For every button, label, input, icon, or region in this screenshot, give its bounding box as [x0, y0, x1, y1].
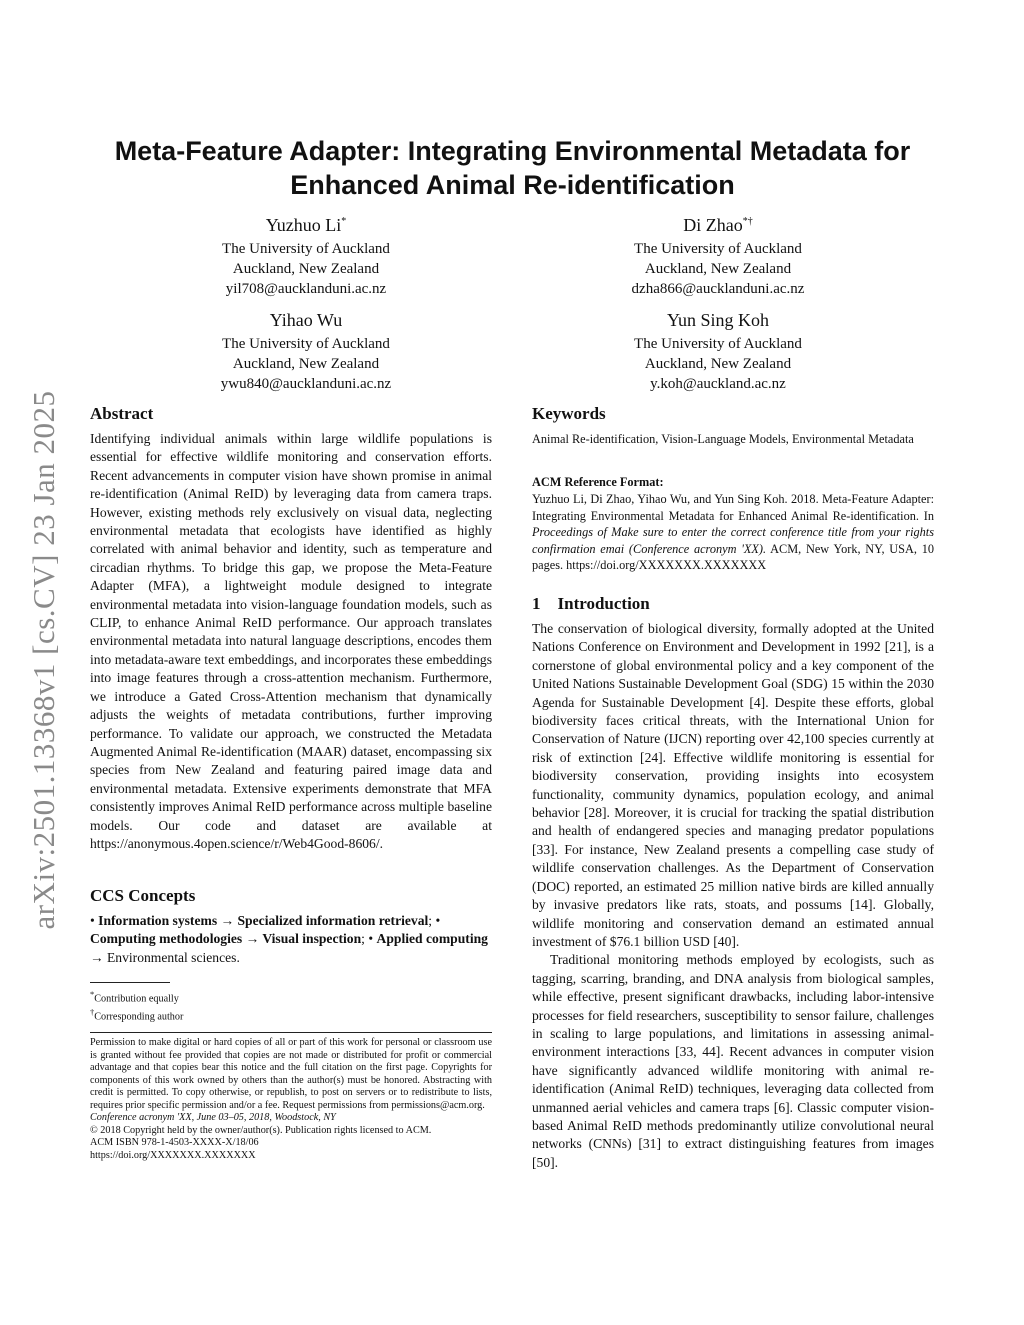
ccs-bullet: •	[435, 913, 441, 928]
keywords-heading: Keywords	[532, 404, 606, 423]
author-email[interactable]: yil708@aucklanduni.ac.nz	[225, 281, 387, 297]
intro-title: Introduction	[557, 594, 650, 613]
ccs-heading: CCS Concepts	[90, 886, 196, 905]
author-email[interactable]: y.koh@auckland.ac.nz	[650, 376, 786, 392]
intro-paragraph-1: The conservation of biological diversity, formally adopted at the United Nations Conference on Environment and Development in 1992 [21], is a cornerstone of global environmental policy and a key component of the United Nations Sustainable Development Goal (SDG) 15 within the 2030 Agenda for Sustainable Development [4]. Despite these efforts, global biodiversity faces critical threats, with the International Union for Conservation of Nature (IJCN) reporting over 42,100 species currently at risk of extinction [24]. Effective wildlife monitoring is essential for biodiversity conservation, providing insights into ecosystem functionality, community dynamics, population ecology, and animal behavior [28]. Moreover, it is crucial for tracking the spatial distribution and health of endangered species and managing predator populations [33]. For instance, New Zealand presents a compelling case study of wildlife conservation challenges. As the Department of Conservation (DOC) reported, an estimated 25 million native birds are killed annually by invasive predators like rats, stoats, and possums [14]. Globally, wildlife monitoring and conservation demand an estimated annual investment of $76.1 billion USD [40].	[532, 621, 934, 949]
permission-block	[90, 1037, 492, 1162]
author-affiliation: The University of Auckland	[222, 336, 390, 352]
acm-ref-lead: Yuzhuo Li, Di Zhao, Yihao Wu, and Yun Sing Koh. 2018. Meta-Feature Adapter: Integrating Environmental Metadata for Enhanced Animal Re-identification. In	[532, 492, 934, 523]
author-affiliation: The University of Auckland	[634, 336, 802, 352]
ccs-concepts: • Information systems → Specialized information retrieval; • Computing methodologies → Visual inspection; • Applied computing → Environmental sciences.	[90, 913, 488, 965]
footnotes	[90, 988, 492, 1024]
arxiv-stamp-text: arXiv:2501.13368v1 [cs.CV] 23 Jan 2025	[26, 390, 61, 930]
acm-ref-text	[532, 491, 934, 574]
intro-body	[532, 620, 934, 1172]
acm-ref-tail: ACM, New York, NY, USA, 10 pages. https://doi.org/XXXXXXX.XXXXXXX	[532, 541, 934, 573]
footnote-corresponding: †Corresponding author	[90, 1006, 184, 1023]
isbn-line: ACM ISBN 978-1-4503-XXXX-X/18/06	[90, 1137, 259, 1148]
conference-line: Conference acronym 'XX, June 03–05, 2018, Woodstock, NY	[90, 1112, 336, 1123]
acm-ref-heading: ACM Reference Format:	[532, 475, 664, 489]
copyright-line: © 2018 Copyright held by the owner/author(s). Publication rights licensed to ACM.	[90, 1124, 432, 1136]
intro-number: 1	[532, 594, 541, 613]
ccs-item-3-rest: → Environmental sciences.	[90, 949, 240, 965]
author-block-3	[156, 308, 456, 394]
author-email[interactable]: dzha866@aucklanduni.ac.nz	[631, 281, 805, 297]
author-affiliation: The University of Auckland	[222, 241, 390, 257]
author-email[interactable]: ywu840@aucklanduni.ac.nz	[220, 376, 392, 392]
author-affiliation: The University of Auckland	[634, 241, 802, 257]
ccs-item-1: Information systems → Specialized information retrieval	[98, 913, 429, 928]
author-location: Auckland, New Zealand	[644, 261, 792, 277]
author-mark: *	[341, 216, 347, 227]
ccs-bullet: •	[368, 931, 374, 947]
author-name: Yun Sing Koh	[666, 310, 769, 330]
paper-title	[90, 134, 935, 202]
author-name: Di Zhao	[683, 215, 743, 235]
permission-text: Permission to make digital or hard copies of all or part of this work for personal or classroom use is granted without fee provided that copies are not made or distributed for profit or commercial advantage and that copies bear this notice and the full citation on the first page. Copyrights for components of this work owned by others than the author(s) must be honored. Abstracting with credit is permitted. To copy otherwise, or republish, to post on servers or to redistribute to lists, requires prior specific permission and/or a fee. Request permissions from permissions@acm.org.	[90, 1037, 492, 1111]
keywords-text: Animal Re-identification, Vision-Language Models, Environmental Metadata	[532, 432, 914, 446]
author-name: Yuzhuo Li	[265, 215, 342, 235]
author-location: Auckland, New Zealand	[232, 261, 380, 277]
ccs-bullet: •	[90, 913, 95, 928]
intro-heading	[532, 594, 650, 614]
author-location: Auckland, New Zealand	[644, 356, 792, 372]
ccs-item-2: Computing methodologies → Visual inspection	[90, 931, 362, 947]
arxiv-stamp	[24, 370, 64, 950]
title-line-1: Meta-Feature Adapter: Integrating Environmental Metadata for	[114, 136, 911, 166]
acm-ref-proceedings: Proceedings of Make sure to enter the correct conference title from your rights confirmation emai (Conference acronym 'XX).	[532, 525, 934, 556]
author-name: Yihao Wu	[269, 310, 343, 330]
title-line-2: Enhanced Animal Re-identification	[290, 170, 735, 200]
author-block-2	[568, 210, 868, 299]
author-block-4	[568, 308, 868, 394]
intro-paragraph-2: Traditional monitoring methods employed by ecologists, such as tagging, scarring, branding, and DNA analysis from biological samples, while effective, present significant drawbacks, including labor-intensive processes for field researchers, susceptibility to sensor failure, challenges in scaling to large populations, and limitations in assessing animal-environment interactions [33, 44]. Recent advances in computer vision have significantly advanced wildlife monitoring with animal re-identification (Animal ReID) techniques, leveraging data collected from unmanned aerial vehicles and camera traps [6]. Classic computer vision-based Animal ReID methods predominantly utilize convolutional neural networks (CNNs) [31] to extract distinguishing features from images [50].	[532, 952, 934, 1170]
footnote-rule	[90, 982, 170, 983]
footnote-contrib: *Contribution equally	[90, 989, 179, 1005]
abstract-text: Identifying individual animals within large wildlife populations is essential for effective wildlife monitoring and conservation efforts. Recent advancements in computer vision have shown promise in animal re-identification (Animal ReID) by leveraging data from camera traps. However, existing methods rely exclusively on visual data, neglecting environmental metadata that ecologists have identified as highly correlated with animal behavior and identity, such as temperature and circadian rhythms. To bridge this gap, we propose the Meta-Feature Adapter (MFA), a lightweight module designed to integrate environmental metadata into vision-language foundation models, such as CLIP, to enhance Animal ReID performance. Our approach translates environmental metadata into natural language descriptions, encodes them into metadata-aware text embeddings, and incorporates these embeddings into image features through a cross-attention mechanism. Furthermore, we introduce a Gated Cross-Attention mechanism that dynamically adjusts the weights of metadata contributions, further improving performance. To validate our approach, we constructed the Metadata Augmented Animal Re-identification (MAAR) dataset, encompassing six species from New Zealand and featuring paired image data and environmental metadata. Extensive experiments demonstrate that MFA consistently improves Animal ReID performance across multiple baseline models. Our code and dataset are available at https://anonymous.4open.science/r/Web4Good-8606/.	[90, 431, 492, 851]
doi-line[interactable]: https://doi.org/XXXXXXX.XXXXXXX	[90, 1149, 256, 1161]
permission-rule	[90, 1032, 492, 1033]
abstract-heading: Abstract	[90, 404, 154, 423]
author-location: Auckland, New Zealand	[232, 356, 380, 372]
ccs-item-3: Applied computing	[376, 931, 488, 947]
author-mark: *†	[742, 216, 753, 227]
author-block-1	[156, 210, 456, 299]
